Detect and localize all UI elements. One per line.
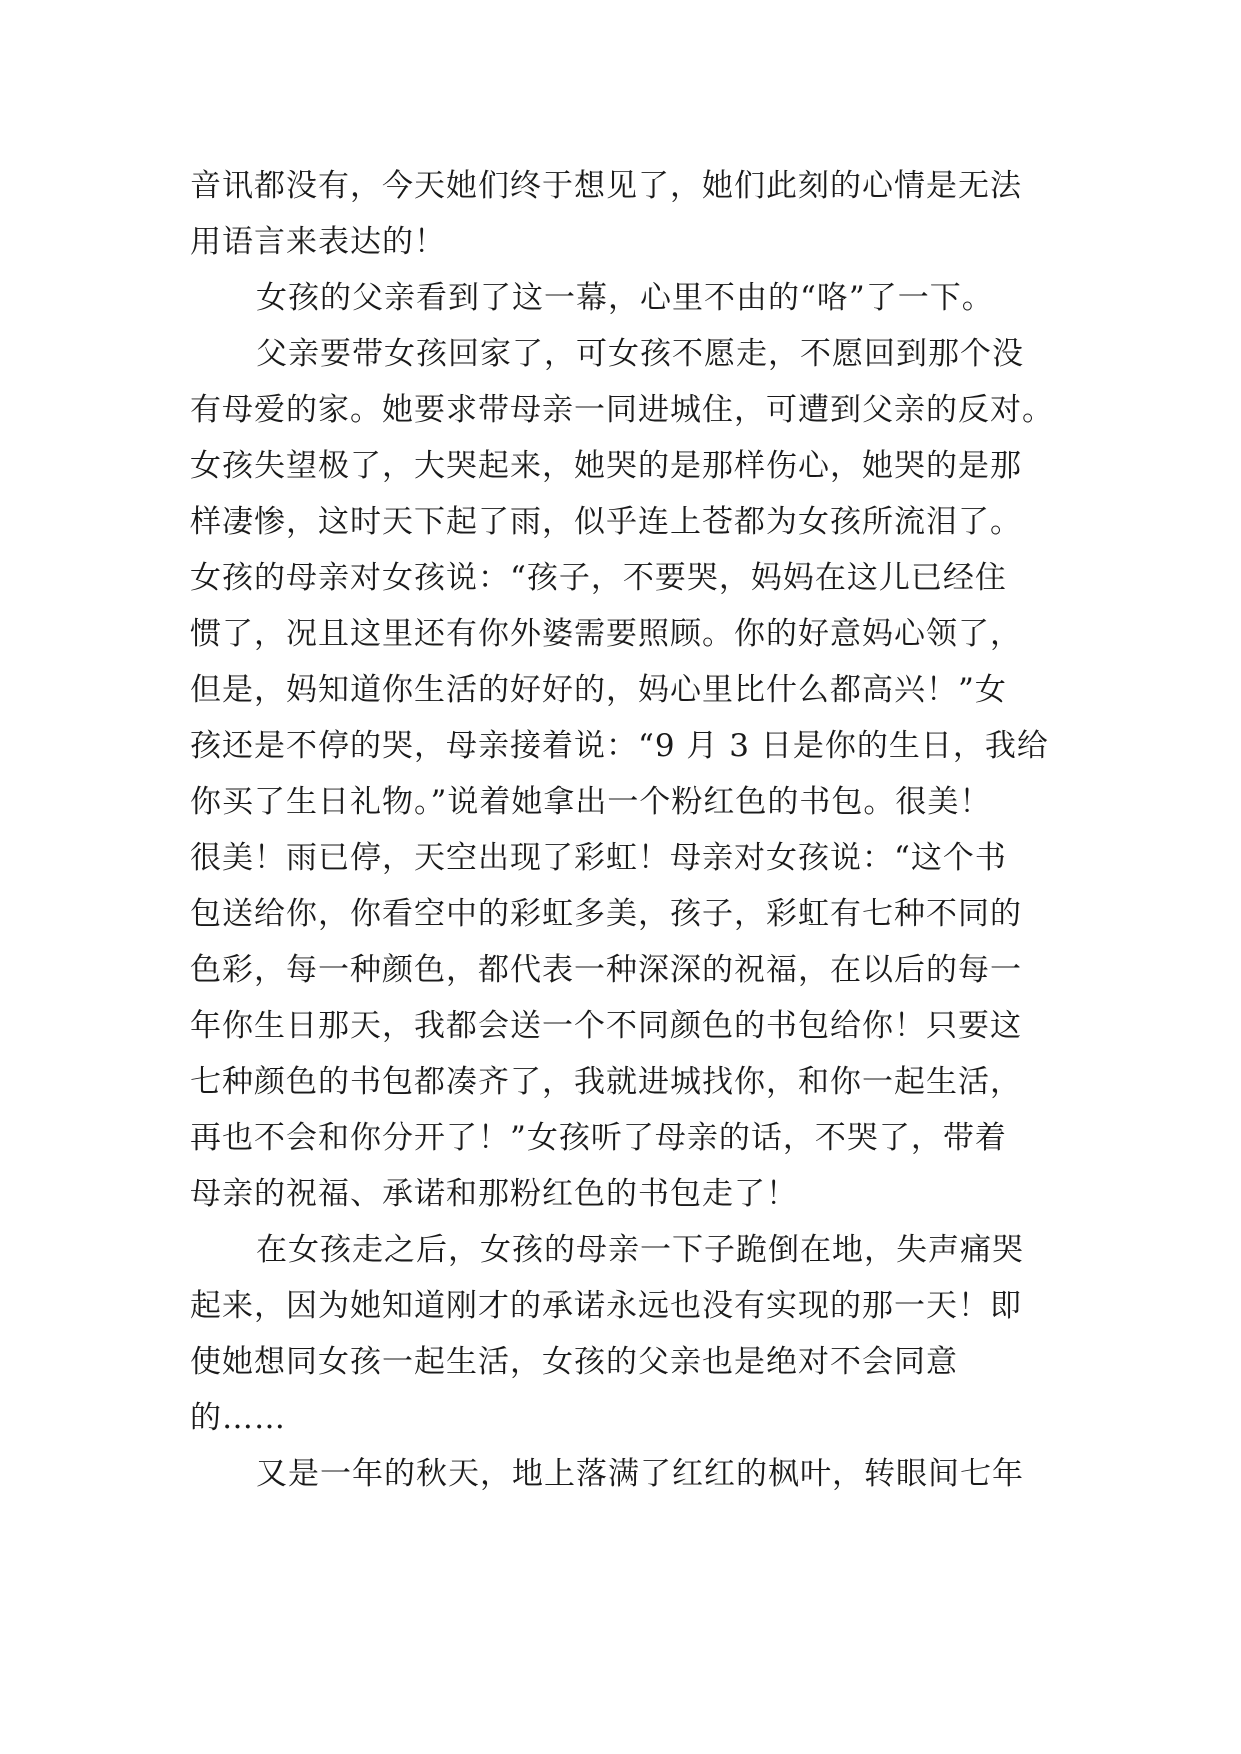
text-line: 但是，妈知道你生活的好好的，妈心里比什么都高兴！”女 bbox=[190, 672, 1007, 708]
body-text bbox=[190, 158, 1070, 1502]
text-line: 音讯都没有，今天她们终于想见了，她们此刻的心情是无法 bbox=[190, 168, 1022, 204]
text-line: 母亲的祝福、承诺和那粉红色的书包走了！ bbox=[190, 1176, 798, 1212]
text-line: 年你生日那天，我都会送一个不同颜色的书包给你！只要这 bbox=[190, 1008, 1022, 1044]
text-line: 再也不会和你分开了！”女孩听了母亲的话，不哭了，带着 bbox=[190, 1120, 1007, 1156]
text-line: 起来，因为她知道刚才的承诺永远也没有实现的那一天！即 bbox=[190, 1288, 1022, 1324]
text-line: 色彩，每一种颜色，都代表一种深深的祝福，在以后的每一 bbox=[190, 952, 1022, 988]
text-line: 父亲要带女孩回家了，可女孩不愿走，不愿回到那个没 bbox=[256, 336, 1024, 372]
text-line: 孩还是不停的哭，母亲接着说：“9 月 3 日是你的生日，我给 bbox=[190, 728, 1049, 764]
text-line: 使她想同女孩一起生活，女孩的父亲也是绝对不会同意 bbox=[190, 1344, 958, 1380]
text-line: 七种颜色的书包都凑齐了，我就进城找你，和你一起生活， bbox=[190, 1064, 1022, 1100]
text-line: 又是一年的秋天，地上落满了红红的枫叶，转眼间七年 bbox=[256, 1456, 1024, 1492]
text-line: 惯了，况且这里还有你外婆需要照顾。你的好意妈心领了， bbox=[190, 616, 1022, 652]
text-line: 用语言来表达的！ bbox=[190, 224, 446, 260]
text-line: 包送给你，你看空中的彩虹多美，孩子，彩虹有七种不同的 bbox=[190, 896, 1022, 932]
text-line: 女孩的母亲对女孩说：“孩子，不要哭，妈妈在这儿已经住 bbox=[190, 560, 1007, 596]
text-line: 女孩失望极了，大哭起来，她哭的是那样伤心，她哭的是那 bbox=[190, 448, 1022, 484]
text-line: 样凄惨，这时天下起了雨，似乎连上苍都为女孩所流泪了。 bbox=[190, 504, 1022, 540]
text-line: 你买了生日礼物。”说着她拿出一个粉红色的书包。很美！ bbox=[190, 784, 992, 820]
text-line: 的…… bbox=[190, 1400, 286, 1436]
text-line: 有母爱的家。她要求带母亲一同进城住，可遭到父亲的反对。 bbox=[190, 392, 1054, 428]
text-line: 很美！雨已停，天空出现了彩虹！母亲对女孩说：“这个书 bbox=[190, 840, 1007, 876]
text-line: 女孩的父亲看到了这一幕，心里不由的“咯”了一下。 bbox=[256, 280, 994, 316]
text-line: 在女孩走之后，女孩的母亲一下子跪倒在地，失声痛哭 bbox=[256, 1232, 1024, 1268]
